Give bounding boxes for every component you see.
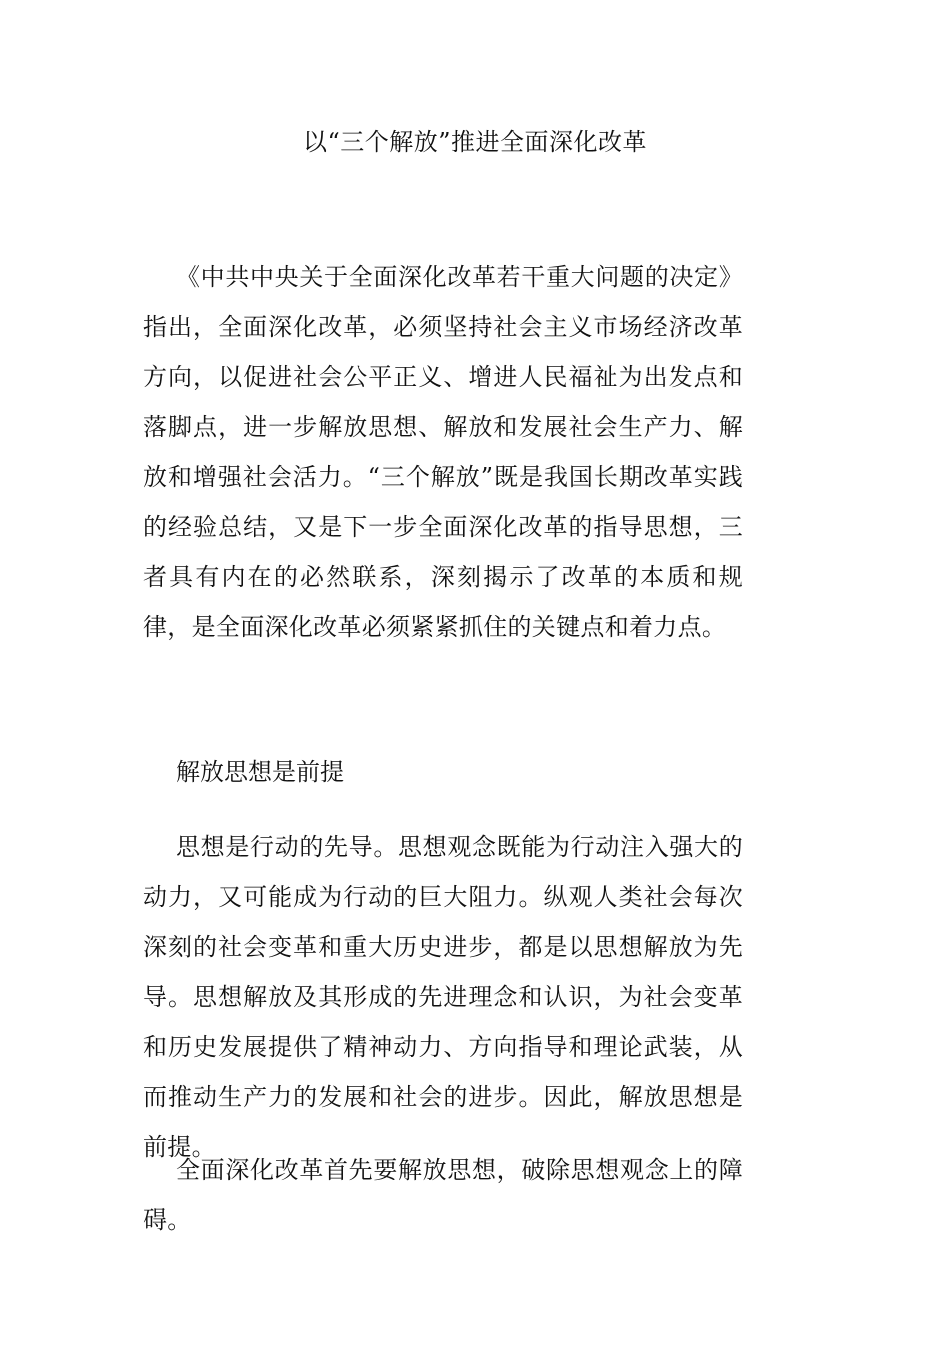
document-title: 以“三个解放”推进全面深化改革 [302, 128, 648, 156]
intro-paragraph: 《中共中央关于全面深化改革若干重大问题的决定》指出，全面深化改革，必须坚持社会主义市场经济改革方向，以促进社会公平正义、增进人民福祉为出发点和落脚点，进一步解放思想、解放和发展社会生产力、解放和增强社会活力。“三个解放”既是我国长期改革实践的经验总结，又是下一步全面深化改革的指导思想，三者具有内在的必然联系，深刻揭示了改革的本质和规律，是全面深化改革必须紧紧抓住的关键点和着力点。 [143, 263, 743, 641]
section-heading: 解放思想是前提 [176, 758, 344, 786]
body-paragraph: 全面深化改革首先要解放思想，破除思想观念上的障碍。 [143, 1156, 743, 1234]
body-paragraph: 思想是行动的先导。思想观念既能为行动注入强大的动力，又可能成为行动的巨大阻力。纵观人类社会每次深刻的社会变革和重大历史进步，都是以思想解放为先导。思想解放及其形成的先进理念和认识，为社会变革和历史发展提供了精神动力、方向指导和理论武装，从而推动生产力的发展和社会的进步。因此，解放思想是前提。 [143, 833, 743, 1161]
